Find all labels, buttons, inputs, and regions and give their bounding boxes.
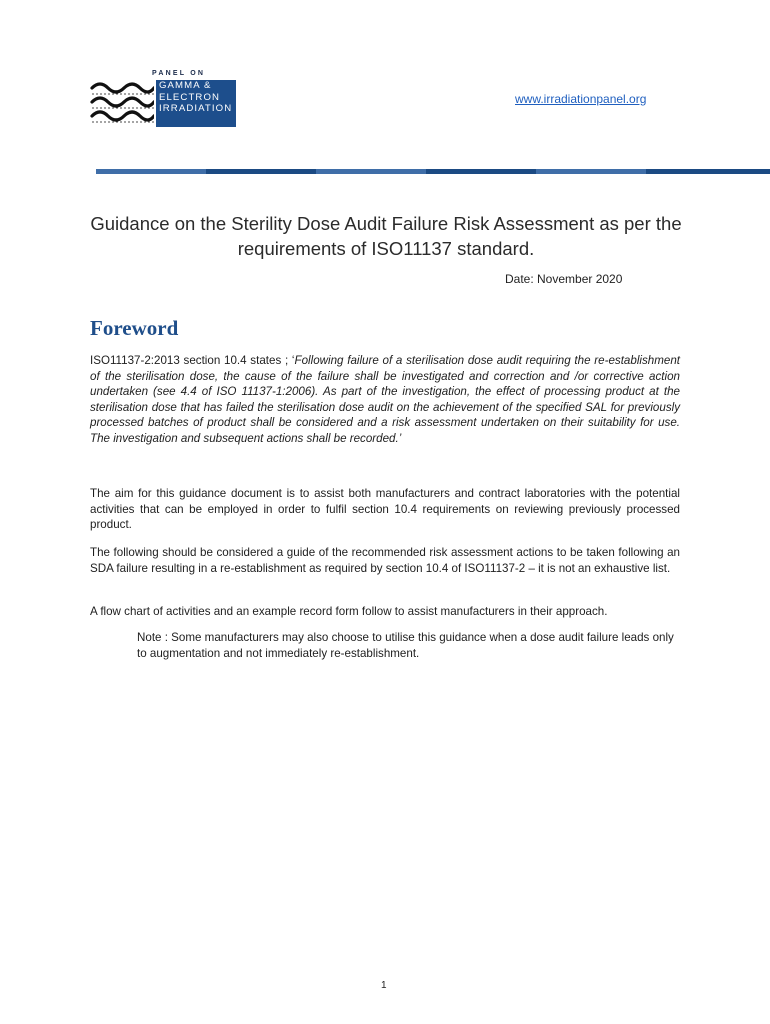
divider-segment [206,169,316,174]
document-date: Date: November 2020 [505,272,623,286]
logo-line-2: ELECTRON [159,91,221,103]
guide-paragraph: The following should be considered a guide of the recommended risk assessment actions to be taken following an SDA failure resulting in a re-establishment as required by section 10.4 of ISO11137-2 – it is not an exhaustive list. [90,546,680,575]
document-title: Guidance on the Sterility Dose Audit Failure Risk Assessment as per the requirements of ISO11137 standard. [90,213,682,259]
flowchart-paragraph: A flow chart of activities and an example record form follow to assist manufacturers in their approach. [90,605,608,618]
header-divider [96,169,770,174]
note-paragraph: Note : Some manufacturers may also choose to utilise this guidance when a dose audit failure leads only to augmentation and not immediately re-establishment. [137,631,674,660]
divider-segment [646,169,770,174]
quoted-text: Following failure of a sterilisation dose audit requiring the re-establishment of the sterilisation dose, the cause of the failure shall be investigated and correction and /or corrective action undertaken (see 4.4 of ISO 11137-1:2006). As part of the investigation, the effect of processing product at the sterilisation dose that has failed the sterilisation dose audit on the achievement of the specified SAL for previously processed batches of product shall be considered and a risk assessment undertaken on their suitability for use. The investigation and subsequent actions shall be recorded.’ [90,354,680,445]
quote-intro: ISO11137-2:2013 section 10.4 states ; ‘ [90,354,295,367]
divider-segment [426,169,536,174]
logo-top-text: PANEL ON [152,70,206,77]
logo-line-1: GAMMA & [159,80,212,91]
panel-logo [90,70,240,130]
website-link[interactable]: www.irradiationpanel.org [515,92,647,106]
foreword-quote-paragraph [90,353,680,446]
aim-paragraph: The aim for this guidance document is to assist both manufacturers and contract laboratories with the potential activities that can be employed in order to fulfil section 10.4 requirements on reviewing previously processed product. [90,487,680,531]
page-number: 1 [381,980,387,991]
waves-icon [90,78,154,130]
logo-line-3: IRRADIATION [159,103,233,114]
logo-box [156,80,236,127]
section-heading: Foreword [90,316,179,340]
